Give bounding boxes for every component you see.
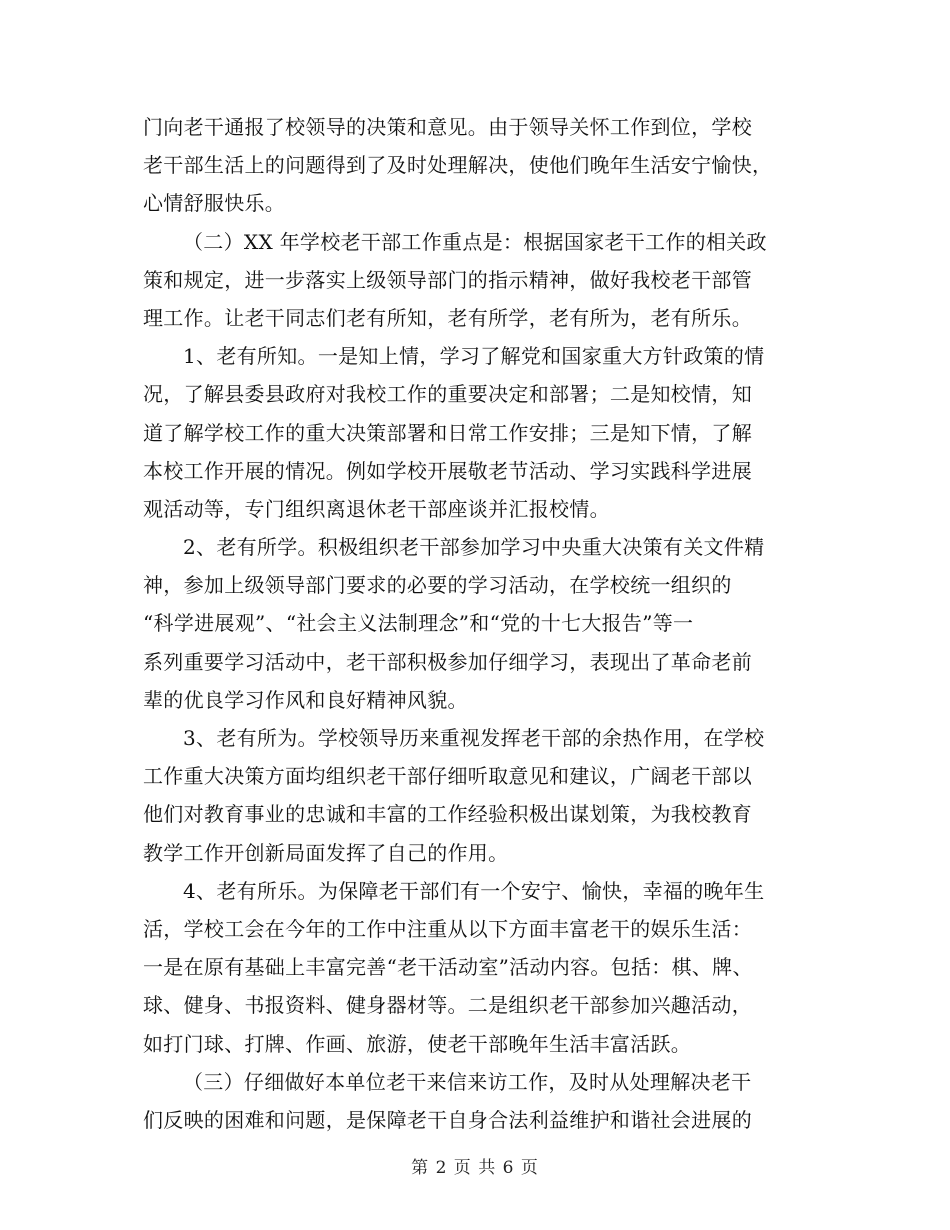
paragraph-3 xyxy=(143,337,813,528)
page-number-footer: 第 2 页 共 6 页 xyxy=(411,1158,539,1178)
paragraph-7 xyxy=(143,1063,813,1139)
text-line: 一是在原有基础上丰富完善“老干活动室”活动内容。包括：棋、牌、 xyxy=(143,955,753,980)
text-line: 辈的优良学习作风和良好精神风貌。 xyxy=(143,687,468,712)
text-line: 2、老有所学。积极组织老干部参加学习中央重大决策有关文件精 xyxy=(183,535,765,560)
text-line: 心情舒服快乐。 xyxy=(143,191,286,216)
text-line: 球、健身、书报资料、健身器材等。二是组织老干部参加兴趣活动， xyxy=(143,993,752,1018)
text-line: 况，了解县委县政府对我校工作的重要决定和部署；二是知校情，知 xyxy=(143,382,752,407)
text-line: 神，参加上级领导部门要求的必要的学习活动，在学校统一组织的 xyxy=(143,573,732,598)
text-line: 观活动等，专门组织离退休老干部座谈并汇报校情。 xyxy=(143,496,610,521)
paragraph-2 xyxy=(143,223,813,338)
text-line: 4、老有所乐。为保障老干部们有一个安宁、愉快，幸福的晚年生 xyxy=(183,878,765,903)
text-line: 理工作。让老干同志们老有所知，老有所学，老有所为，老有所乐。 xyxy=(143,305,752,330)
text-line: 道了解学校工作的重大决策部署和日常工作安排；三是知下情，了解 xyxy=(143,420,752,445)
text-line: 策和规定，进一步落实上级领导部门的指示精神，做好我校老干部管 xyxy=(143,267,752,292)
text-line: 如打门球、打牌、作画、旅游，使老干部晚年生活丰富活跃。 xyxy=(143,1031,692,1056)
text-line: 本校工作开展的情况。例如学校开展敬老节活动、学习实践科学进展 xyxy=(143,458,752,483)
text-line: 教学工作开创新局面发挥了自己的作用。 xyxy=(143,840,509,865)
paragraph-1 xyxy=(143,108,813,223)
text-line: 3、老有所为。学校领导历来重视发挥老干部的余热作用，在学校 xyxy=(183,726,765,750)
text-line: 活，学校工会在今年的工作中注重从以下方面丰富老干的娱乐生活： xyxy=(143,916,752,941)
document-body xyxy=(143,108,813,1139)
text-line: （二）XX 年学校老干部工作重点是：根据国家老干工作的相关政 xyxy=(183,229,767,254)
text-line: 们反映的困难和问题，是保障老干自身合法利益维护和谐社会进展的 xyxy=(143,1107,752,1132)
text-line: 门向老干通报了校领导的决策和意见。由于领导关怀工作到位，学校 xyxy=(143,115,752,139)
text-line: （三）仔细做好本单位老干来信来访工作，及时从处理解决老干 xyxy=(183,1069,752,1094)
paragraph-5 xyxy=(143,719,813,872)
text-line: 1、老有所知。一是知上情，学习了解党和国家重大方针政策的情 xyxy=(183,344,765,369)
paragraph-6 xyxy=(143,872,813,1063)
text-line: 工作重大决策方面均组织老干部仔细听取意见和建议，广阔老干部以 xyxy=(143,764,752,789)
text-line: “科学进展观”、“社会主义法制理念”和“党的十七大报告”等一 xyxy=(143,611,694,636)
paragraph-4 xyxy=(143,528,813,719)
text-line: 老干部生活上的问题得到了及时处理解决，使他们晚年生活安宁愉快， xyxy=(143,153,773,178)
text-line: 系列重要学习活动中，老干部积极参加仔细学习，表现出了革命老前 xyxy=(143,649,752,674)
text-line: 他们对教育事业的忠诚和丰富的工作经验积极出谋划策，为我校教育 xyxy=(143,802,752,827)
